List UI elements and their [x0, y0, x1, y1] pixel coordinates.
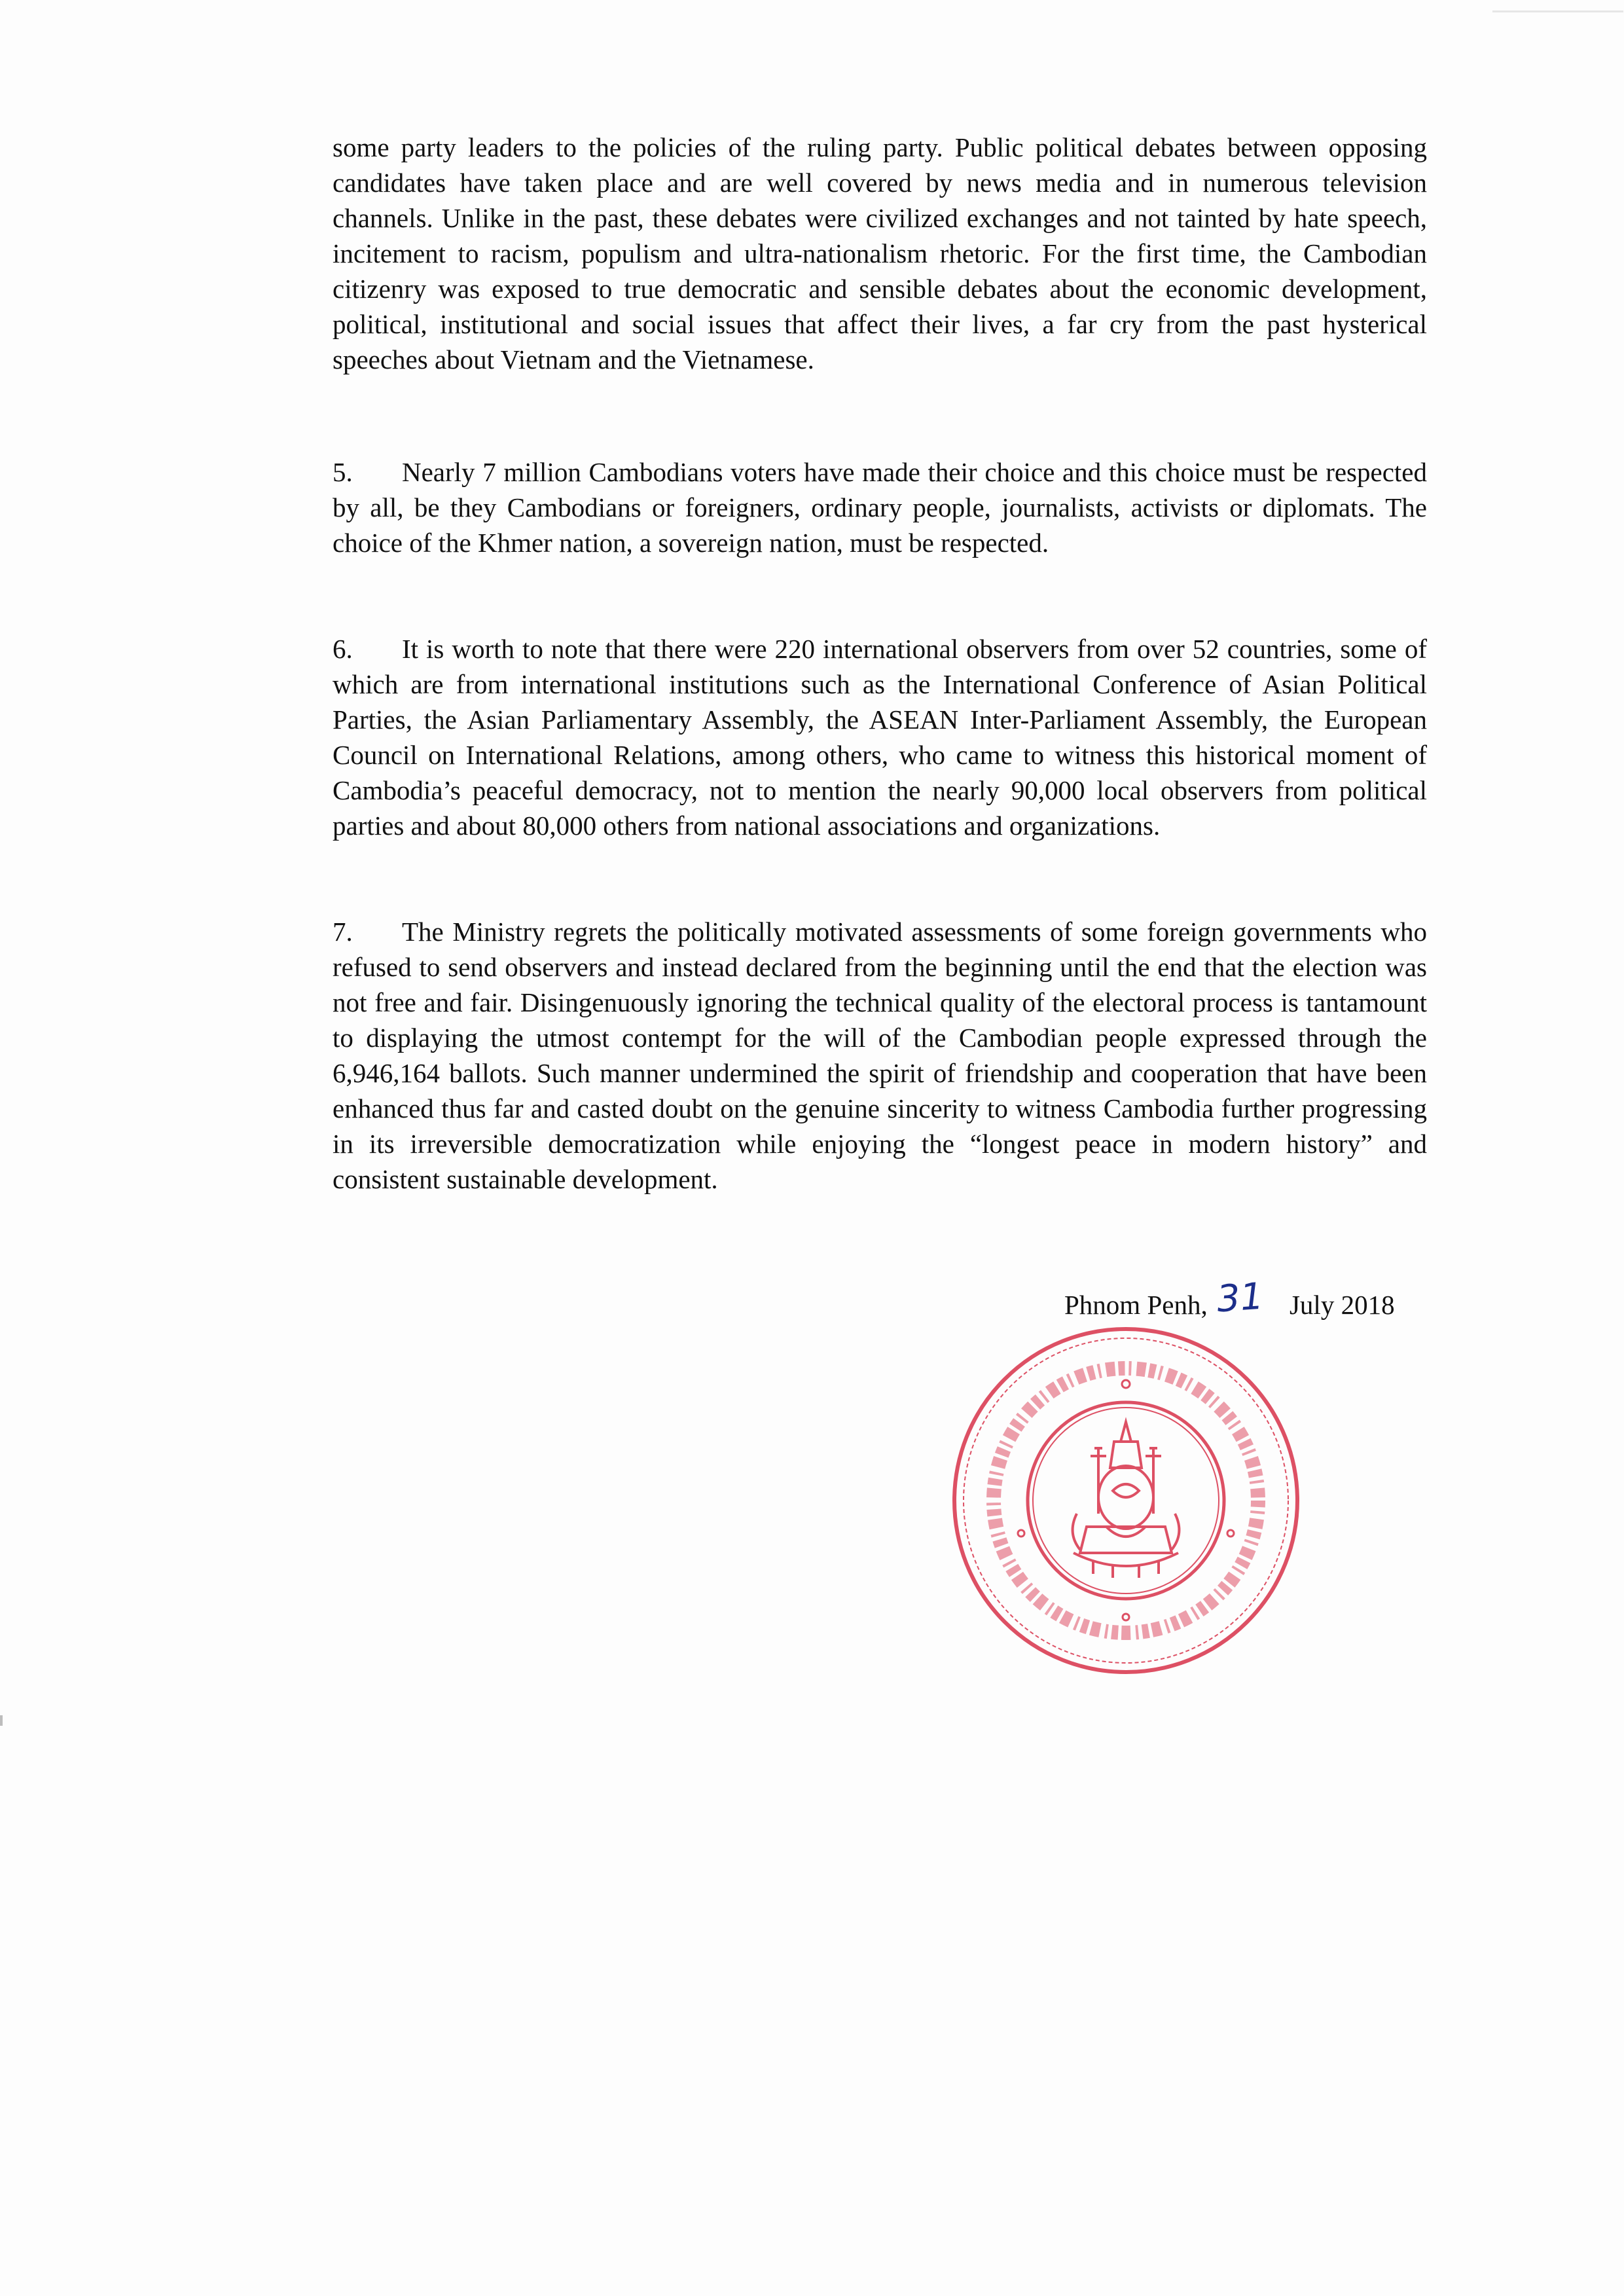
paragraph-6 — [333, 631, 1427, 843]
paragraph-intro: some party leaders to the policies of the ruling party. Public political debates between opposing candidates have taken place and are well covered by news media and in numerous television channels. Unlike in the past, these debates were civilized exchanges and not tainted by hate speech, incitement to racism, populism and ultra-nationalism rhetoric. For the first time, the Cambodian citizenry was exposed to true democratic and sensible debates about the economic development, political, institutional and social issues that affect their lives, a far cry from the past hysterical speeches about Vietnam and the Vietnamese. — [333, 132, 1427, 374]
scan-edge-line — [1492, 10, 1623, 12]
ministry-seal-stamp — [943, 1317, 1309, 1684]
paragraph-text: The Ministry regrets the politically motivated assessments of some foreign governments who refused to send observers and instead declared from the beginning until the end that the election was not free and fair. Disingenuously ignoring the technical quality of the electoral process is tantamount to displaying the utmost contempt for the will of the Cambodian people expressed through the 6,946,164 ballots. Such manner undermined the spirit of friendship and cooperation that have been enhanced thus far and casted doubt on the genuine sincerity to witness Cambodia further progressing in its irreversible democratization while enjoying the “longest peace in modern history” and consistent sustainable development. — [333, 917, 1427, 1194]
signoff-month-year: July 2018 — [1289, 1290, 1395, 1320]
signoff-place: Phnom Penh, — [1064, 1290, 1208, 1320]
handwritten-day: 31 — [1215, 1275, 1265, 1321]
paragraph-number: 5. — [333, 457, 353, 487]
paragraph-text: It is worth to note that there were 220 international observers from over 52 countries, some of which are from international institutions such as the International Conference of Asian Political Parties, the Asian Parliamentary Assembly, the ASEAN Inter-Parliament Assembly, the European Council on International Relations, among others, who came to witness this historical moment of Cambodia’s peaceful democracy, not to mention the nearly 90,000 local observers from political parties and about 80,000 others from national associations and organizations. — [333, 634, 1427, 841]
scan-margin-mark — [0, 1715, 3, 1726]
paragraph-number: 7. — [333, 917, 353, 947]
paragraph-7 — [333, 914, 1427, 1197]
paragraph-number: 6. — [333, 634, 353, 664]
paragraph-5 — [333, 454, 1427, 560]
paragraph-text: Nearly 7 million Cambodians voters have made their choice and this choice must be respected by all, be they Cambodians or foreigners, ordinary people, journalists, activists or diplomats. The choice of the Khmer nation, a sovereign nation, must be respected. — [333, 457, 1427, 558]
